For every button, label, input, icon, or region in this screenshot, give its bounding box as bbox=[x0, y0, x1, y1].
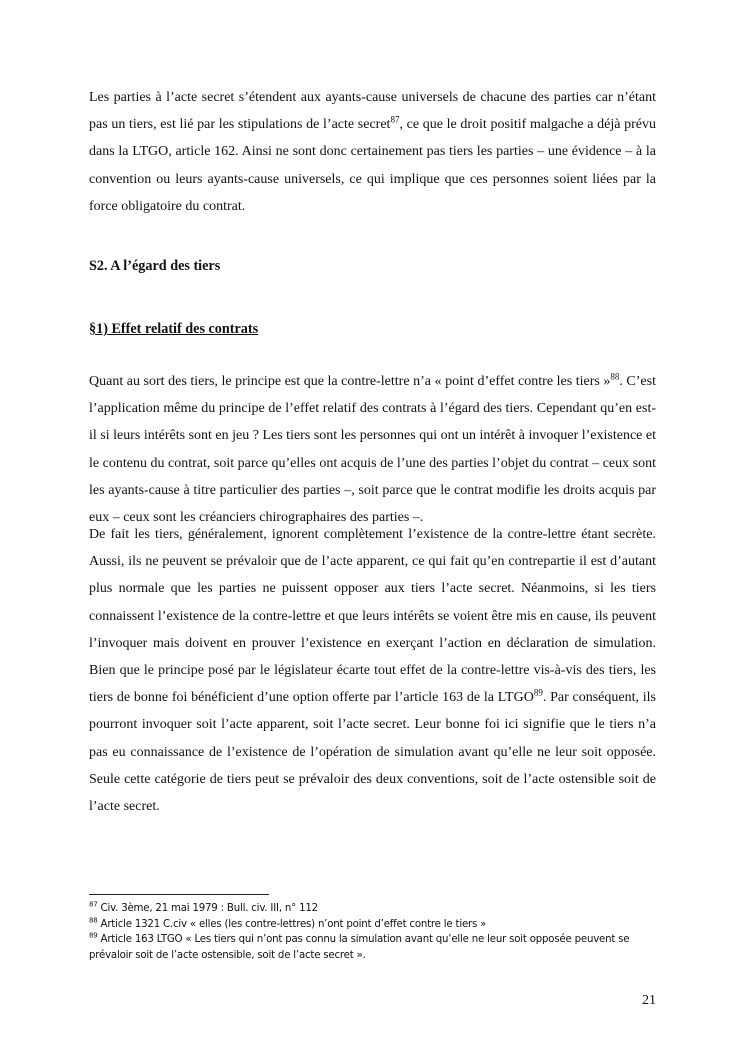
paragraph-intro-text-a: Les parties à l’acte secret s’étendent aux ayants-cause universels de chacune des parties car n’étant pas un tiers, est lié par les stipulations de l’acte secret bbox=[89, 90, 656, 133]
footnote-ref-89: 89 bbox=[533, 687, 543, 698]
paragraph-de-fait bbox=[89, 521, 656, 820]
footnote-text: Article 163 LTGO « Les tiers qui n’ont pas connu la simulation avant qu’elle ne leur soit opposée peuvent se prévaloir soit de l’acte ostensible, soit de l’acte secret ». bbox=[89, 934, 630, 961]
footnote-separator bbox=[89, 894, 269, 895]
paragraph-fait-text-b: . Par conséquent, ils pourront invoquer soit l’acte apparent, soit l’acte secret. Leur bonne foi ici signifie que le tiers n’a pas eu connaissance de l’existence de l’opération de simulation avant qu’elle ne leur soit opposée. Seule cette catégorie de tiers peut se prévaloir des deux conventions, soit de l’acte ostensible soit de l’acte secret. bbox=[89, 690, 657, 815]
footnote-87 bbox=[89, 901, 657, 917]
paragraph-effet-relatif bbox=[89, 368, 656, 531]
paragraph-effet-text-a: Quant au sort des tiers, le principe est que la contre-lettre n’a « point d’effet contre les tiers » bbox=[89, 374, 611, 389]
paragraph-effet-text-b: . C’est l’application même du principe de l’effet relatif des contrats à l’égard des tiers. Cependant qu’en est-il si leurs intérêts sont en jeu ? Les tiers sont les personnes qui ont un intérêt à invoquer l’existence et le contenu du contrat, soit parce qu’elles ont acquis de l’une des parties l’objet du contrat – ceux sont les ayants-cause à titre particulier des parties –, soit parce que le contrat modifie les droits acquis par eux – ceux sont les créanciers chirographaires des parties –. bbox=[89, 374, 656, 526]
subsection-heading: §1) Effet relatif des contrats bbox=[89, 321, 259, 337]
footnote-text: Article 1321 C.civ « elles (les contre-lettres) n’ont point d’effet contre le tiers » bbox=[97, 918, 487, 930]
footnote-number: 89 bbox=[89, 931, 98, 940]
footnote-ref-88: 88 bbox=[610, 371, 620, 382]
footnote-number: 87 bbox=[89, 900, 98, 909]
footnote-88 bbox=[89, 917, 657, 933]
paragraph-fait-text-a: De fait les tiers, généralement, ignorent complètement l’existence de la contre-lettre étant secrète. Aussi, ils ne peuvent se prévaloir que de l’acte apparent, ce qui fait qu’en contrepartie il est d’autant plus normale que les parties ne puissent opposer aux tiers l’acte secret. Néanmoins, si les tiers connaissent l’existence de la contre-lettre et que leurs intérêts se voient être mis en cause, ils peuvent l’invoquer mais doivent en prouver l’existence en exerçant l’action en déclaration de simulation. Bien que le principe posé par le législateur écarte tout effet de la contre-lettre vis-à-vis des tiers, les tiers de bonne foi bénéficient d’une option offerte par l’article 163 de la LTGO bbox=[89, 527, 656, 706]
footnote-number: 88 bbox=[89, 916, 98, 925]
footnotes bbox=[89, 901, 657, 963]
footnote-89 bbox=[89, 932, 657, 963]
paragraph-intro bbox=[89, 84, 656, 220]
footnote-ref-87: 87 bbox=[390, 114, 400, 125]
paragraph-intro-text-b: , ce que le droit positif malgache a déjà prévu dans la LTGO, article 162. Ainsi ne sont donc certainement pas tiers les parties – une évidence – à la convention ou leurs ayants-cause universels, ce qui implique que ces personnes soient liées par la force obligatoire du contrat. bbox=[89, 117, 656, 214]
section-heading: S2. A l’égard des tiers bbox=[89, 258, 221, 274]
page-number: 21 bbox=[642, 993, 656, 1008]
footnote-text: Civ. 3ème, 21 mai 1979 : Bull. civ. III, n° 112 bbox=[97, 903, 318, 914]
